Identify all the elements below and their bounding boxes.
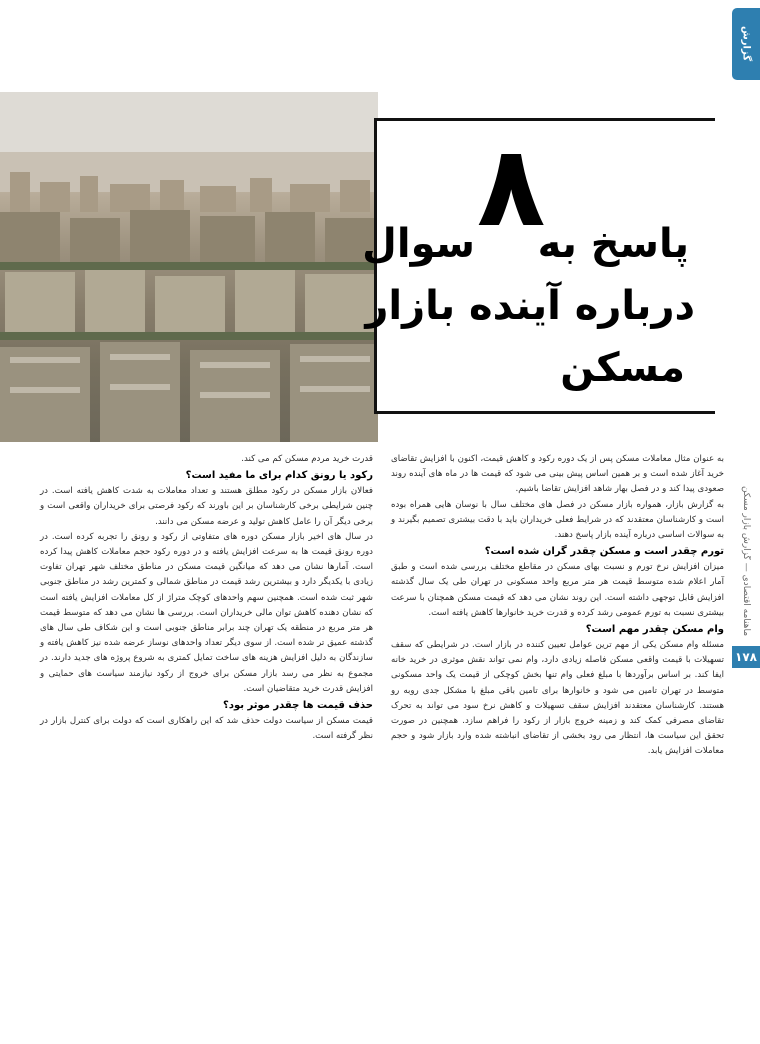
paragraph: به گزارش بازار، همواره بازار مسکن در فصل های مختلف سال با نوسان هایی همراه بوده است و کارشناسان معتقدند که در شرایط فعلی خریداران باید با دقت بیشتری تصمیم بگیرند و به سوالات اساسی درباره آینده بازار پاسخ دهند.	[391, 499, 724, 541]
city-photo	[0, 92, 378, 442]
headline-word-before: پاسخ به	[537, 221, 689, 267]
paragraph: مسئله وام مسکن یکی از مهم ترین عوامل تعیین کننده در بازار است. در شرایطی که سقف تسهیلات با قیمت واقعی مسکن فاصله زیادی دارد، وام نمی تواند نقش موثری در خرید خانه ایفا کند. بر اساس برآوردها با مبلغ فعلی وام تنها بخش کوچکی از قیمت یک واحد مسکونی متوسط در تهران تامین می شود و خانوارها برای تامین باقی مبلغ با مشکل جدی روبه رو هستند. کارشناسان معتقدند افزایش سقف تسهیلات و کاهش نرخ سود می تواند به تحرک تقاضای مصرفی کمک کند و زمینه خروج بازار از رکود را فراهم سازد. همچنین در صورت تحقق این سیاست ها، انتظار می رود بخشی از تقاضای انباشته شده وارد بازار شود و حجم معاملات افزایش یابد.	[391, 640, 724, 757]
paragraph: فعالان بازار مسکن در رکود مطلق هستند و تعداد معاملات به شدت کاهش یافته است. در چنین شرایطی برخی کارشناسان بر این باورند که رکود فرصتی برای خریداران واقعی است و برخی دیگر آن را عامل کاهش تولید و عرضه مسکن می دانند.	[40, 486, 373, 527]
article-column-right	[391, 452, 724, 760]
headline-line-2: درباره آینده بازار	[365, 283, 695, 329]
subheading: تورم چقدر است و مسکن چقدر گران شده است؟	[484, 546, 724, 558]
section-tab	[732, 8, 760, 80]
headline-word-after: سوال	[362, 221, 475, 267]
subheading: حذف قیمت ها چقدر موثر بود؟	[223, 700, 373, 712]
city-skyline-image	[0, 92, 378, 442]
headline-line-3: مسکن	[560, 345, 685, 391]
paragraph: میزان افزایش نرخ تورم و نسبت بهای مسکن در مقاطع مختلف بررسی شده است و طبق آمار اعلام شده متوسط قیمت هر متر مربع واحد مسکونی در تهران طی یک سال گذشته افزایش قابل توجهی داشته است. این روند نشان می دهد که قیمت مسکن همچنان با سرعت بیشتری نسبت به تورم عمومی رشد کرده و قدرت خرید خانوارها کاهش یافته است.	[391, 562, 724, 618]
subheading: رکود یا رونق کدام برای ما مفید است؟	[185, 470, 373, 482]
article-column-left	[40, 452, 373, 744]
page-number: ۱۷۸	[732, 646, 760, 668]
subheading: وام مسکن چقدر مهم است؟	[585, 624, 724, 636]
paragraph: به عنوان مثال معاملات مسکن پس از یک دوره رکود و کاهش قیمت، اکنون با افزایش تقاضای خرید آغاز شده است و بر همین اساس پیش بینی می شود که قیمت ها در ماه های آینده روند صعودی پیدا کند و در فصل بهار شاهد افزایش تقاضا باشیم.	[391, 454, 724, 495]
headline-box	[362, 118, 715, 414]
paragraph: در سال های اخیر بازار مسکن دوره های متفاوتی از رکود و رونق را تجربه کرده است. در دوره رونق قیمت ها به سرعت افزایش یافته و در دوره رکود حجم معاملات کاهش پیدا کرده است. آمارها نشان می دهد که میانگین قیمت مسکن در مناطق مختلف شهر تهران تفاوت زیادی با یکدیگر دارد و بیشترین رشد قیمت در مناطق شمالی و کمترین رشد در مناطق جنوبی شهر ثبت شده است. همچنین سهم واحدهای کوچک متراژ از کل معاملات افزایش یافته است که نشان دهنده کاهش توان مالی خریداران است. بررسی ها نشان می دهد که متوسط قیمت هر متر مربع در منطقه یک تهران چند برابر مناطق جنوبی است و این شکاف طی سال های گذشته عمیق تر شده است. از سوی دیگر تعداد واحدهای نوساز عرضه شده نیز کاهش یافته و سازندگان به دلیل افزایش هزینه های ساخت تمایل کمتری به شروع پروژه های جدید دارند. در مجموع به نظر می رسد بازار مسکن برای خروج از رکود نیازمند سیاست های حمایتی و افزایش قدرت خرید متقاضیان است.	[40, 531, 373, 694]
paragraph: قیمت مسکن از سیاست دولت حذف شد که این راهکاری است که دولت برای کنترل بازار در نظر گرفته است.	[40, 716, 373, 742]
paragraph: قدرت خرید مردم مسکن کم می کند.	[241, 454, 373, 464]
side-strip	[732, 410, 760, 1044]
headline-number: ۸	[477, 122, 546, 252]
magazine-vertical-text: ماهنامه اقتصادی — گزارش بازار مسکن	[741, 485, 751, 636]
section-tab-label: گزارش	[740, 26, 752, 62]
